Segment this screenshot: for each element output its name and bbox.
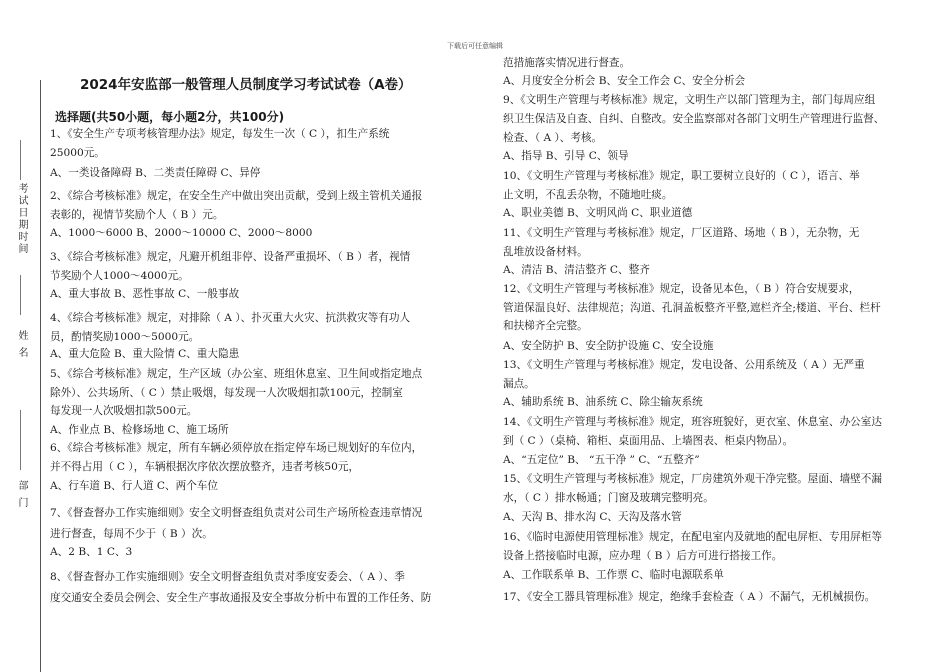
name-label: 姓 名 (16, 330, 27, 360)
question-line: A、指导 B、引导 C、领导 (503, 150, 629, 162)
question-line: 17、《安全工器具管理标准》规定，绝缘手套检查（ A ）不漏气，无机械损伤。 (503, 591, 876, 603)
question-line: 3、《综合考核标准》规定，凡避开机组非停、设备严重损坏、（ B ）者，视情 (50, 251, 411, 263)
question-line: A、安全防护 B、安全防护设施 C、安全设施 (503, 340, 714, 352)
question-line: 表彰的，视情节奖励个人（ B ）元。 (50, 209, 224, 221)
question-line: A、职业美德 B、文明风尚 C、职业道德 (503, 207, 693, 219)
question-line: 进行督查，每周不少于（ B ）次。 (50, 528, 213, 540)
question-line: 设备上搭接临时电源，应办理（ B ）后方可进行搭接工作。 (503, 550, 783, 562)
question-line: 1、《安全生产专项考核管理办法》规定，每发生一次（ C ），扣生产系统 (50, 128, 390, 140)
question-line: 4、《综合考核标准》规定，对排除（ A ）、扑灭重大火灾、抗洪救灾等有功人 (50, 312, 411, 324)
question-line: 管道保温良好、法律规范；沟道、孔洞盖板整齐平整,遮栏齐全;楼道、平台、栏杆 (503, 302, 881, 314)
question-line: 13、《文明生产管理与考核标准》规定，发电设备、公用系统及（ A ）无严重 (503, 359, 865, 371)
question-line: A、2 B、1 C、3 (50, 546, 133, 558)
question-line: A、工作联系单 B、工作票 C、临时电源联系单 (503, 569, 724, 581)
question-line: 漏点。 (503, 378, 535, 390)
question-line: 止文明，不乱丢杂物，不随地吐痰。 (503, 189, 673, 201)
question-line: 节奖励个人1000～4000元。 (50, 270, 189, 282)
question-line: A、辅助系统 B、油系统 C、除尘输灰系统 (503, 396, 703, 408)
question-line: 8、《督查督办工作实施细则》安全文明督查组负责对季度安委会、（ A ）、季 (50, 571, 405, 583)
question-line: 12、《文明生产管理与考核标准》规定，设备见本色，（ B ）符合安规要求， (503, 283, 860, 295)
question-line: 25000元。 (50, 147, 105, 159)
binding-line (40, 80, 41, 672)
question-line: 范措施落实情况进行督查。 (503, 57, 631, 69)
question-line: 10、《文明生产管理与考核标准》规定，职工要树立良好的（ C ），语言、举 (503, 170, 860, 182)
question-line: 15、《文明生产管理与考核标准》规定，厂房建筑外观干净完整。屋面、墙壁不漏 (503, 473, 882, 485)
question-line: A、1000～6000 B、2000～10000 C、2000～8000 (50, 227, 313, 239)
question-line: 除外）、公共场所、（ C ）禁止吸烟，每发现一人次吸烟扣款100元，控制室 (50, 387, 403, 399)
question-line: A、重大危险 B、重大险情 C、重大隐患 (50, 348, 240, 360)
question-line: 水，（ C ）排水畅通；门窗及玻璃完整明亮。 (503, 492, 714, 504)
question-line: 度交通安全委员会例会、安全生产事故通报及安全事故分析中布置的工作任务、防 (50, 592, 432, 604)
header-note: 下载后可任意编辑 (447, 42, 503, 50)
question-line: 检查、（ A ）、考核。 (503, 132, 603, 144)
question-line: A、行车道 B、行人道 C、两个车位 (50, 480, 218, 492)
question-line: 2、《综合考核标准》规定，在安全生产中做出突出贡献，受到上级主管机关通报 (50, 190, 423, 202)
exam-title: 2024年安监部一般管理人员制度学习考试试卷（A卷） (80, 77, 412, 93)
section-heading: 选择题(共50小题，每小题2分，共100分) (55, 110, 285, 124)
question-line: A、清洁 B、清洁整齐 C、整齐 (503, 264, 650, 276)
question-line: A、月度安全分析会 B、安全工作会 C、安全分析会 (503, 75, 746, 87)
question-line: A、“五定位” B、 “五干净 ” C、“五整齐” (503, 454, 700, 466)
margin-underline (20, 140, 21, 180)
question-line: 16、《临时电源使用管理标准》规定，在配电室内及就地的配电屏柜、专用屏柜等 (503, 531, 882, 543)
question-line: A、重大事故 B、恶性事故 C、一般事故 (50, 288, 240, 300)
question-line: 每发现一人次吸烟扣款500元。 (50, 405, 198, 417)
question-line: A、一类设备障碍 B、二类责任障碍 C、异停 (50, 167, 261, 179)
department-label: 部 门 (16, 480, 27, 510)
question-line: 织卫生保洁及自查、自纠、自整改。安全监察部对各部门文明生产管理进行监督、 (503, 113, 885, 125)
margin-underline (20, 410, 21, 470)
question-line: A、天沟 B、排水沟 C、天沟及落水管 (503, 511, 682, 523)
margin-underline (20, 275, 21, 315)
question-line: 到（ C ）（桌椅、箱柜、桌面用品、上墙图表、柜桌内物品）。 (503, 435, 794, 447)
question-line: 并不得占用（ C ），车辆根据次序依次摆放整齐，违者考核50元， (50, 461, 360, 473)
question-line: A、作业点 B、检修场地 C、施工场所 (50, 424, 229, 436)
question-line: 5、《综合考核标准》规定，生产区域（办公室、班组休息室、卫生间或指定地点 (50, 368, 423, 380)
question-line: 7、《督查督办工作实施细则》安全文明督查组负责对公司生产场所检查违章情况 (50, 507, 423, 519)
question-line: 乱堆放设备材料。 (503, 246, 588, 258)
question-line: 9、《文明生产管理与考核标准》规定，文明生产以部门管理为主，部门每周应组 (503, 94, 876, 106)
question-line: 和扶梯齐全完整。 (503, 320, 588, 332)
question-line: 14、《文明生产管理与考核标准》规定，班容班貌好，更衣室、休息室、办公室达 (503, 416, 882, 428)
question-line: 11、《文明生产管理与考核标准》规定，厂区道路、场地（ B ），无杂物，无 (503, 227, 860, 239)
exam-date-label: 考试日期时间 (16, 183, 27, 255)
question-line: 6、《综合考核标准》规定，所有车辆必须停放在指定停车场已规划好的车位内， (50, 442, 423, 454)
question-line: 员，酌情奖励1000～5000元。 (50, 331, 200, 343)
